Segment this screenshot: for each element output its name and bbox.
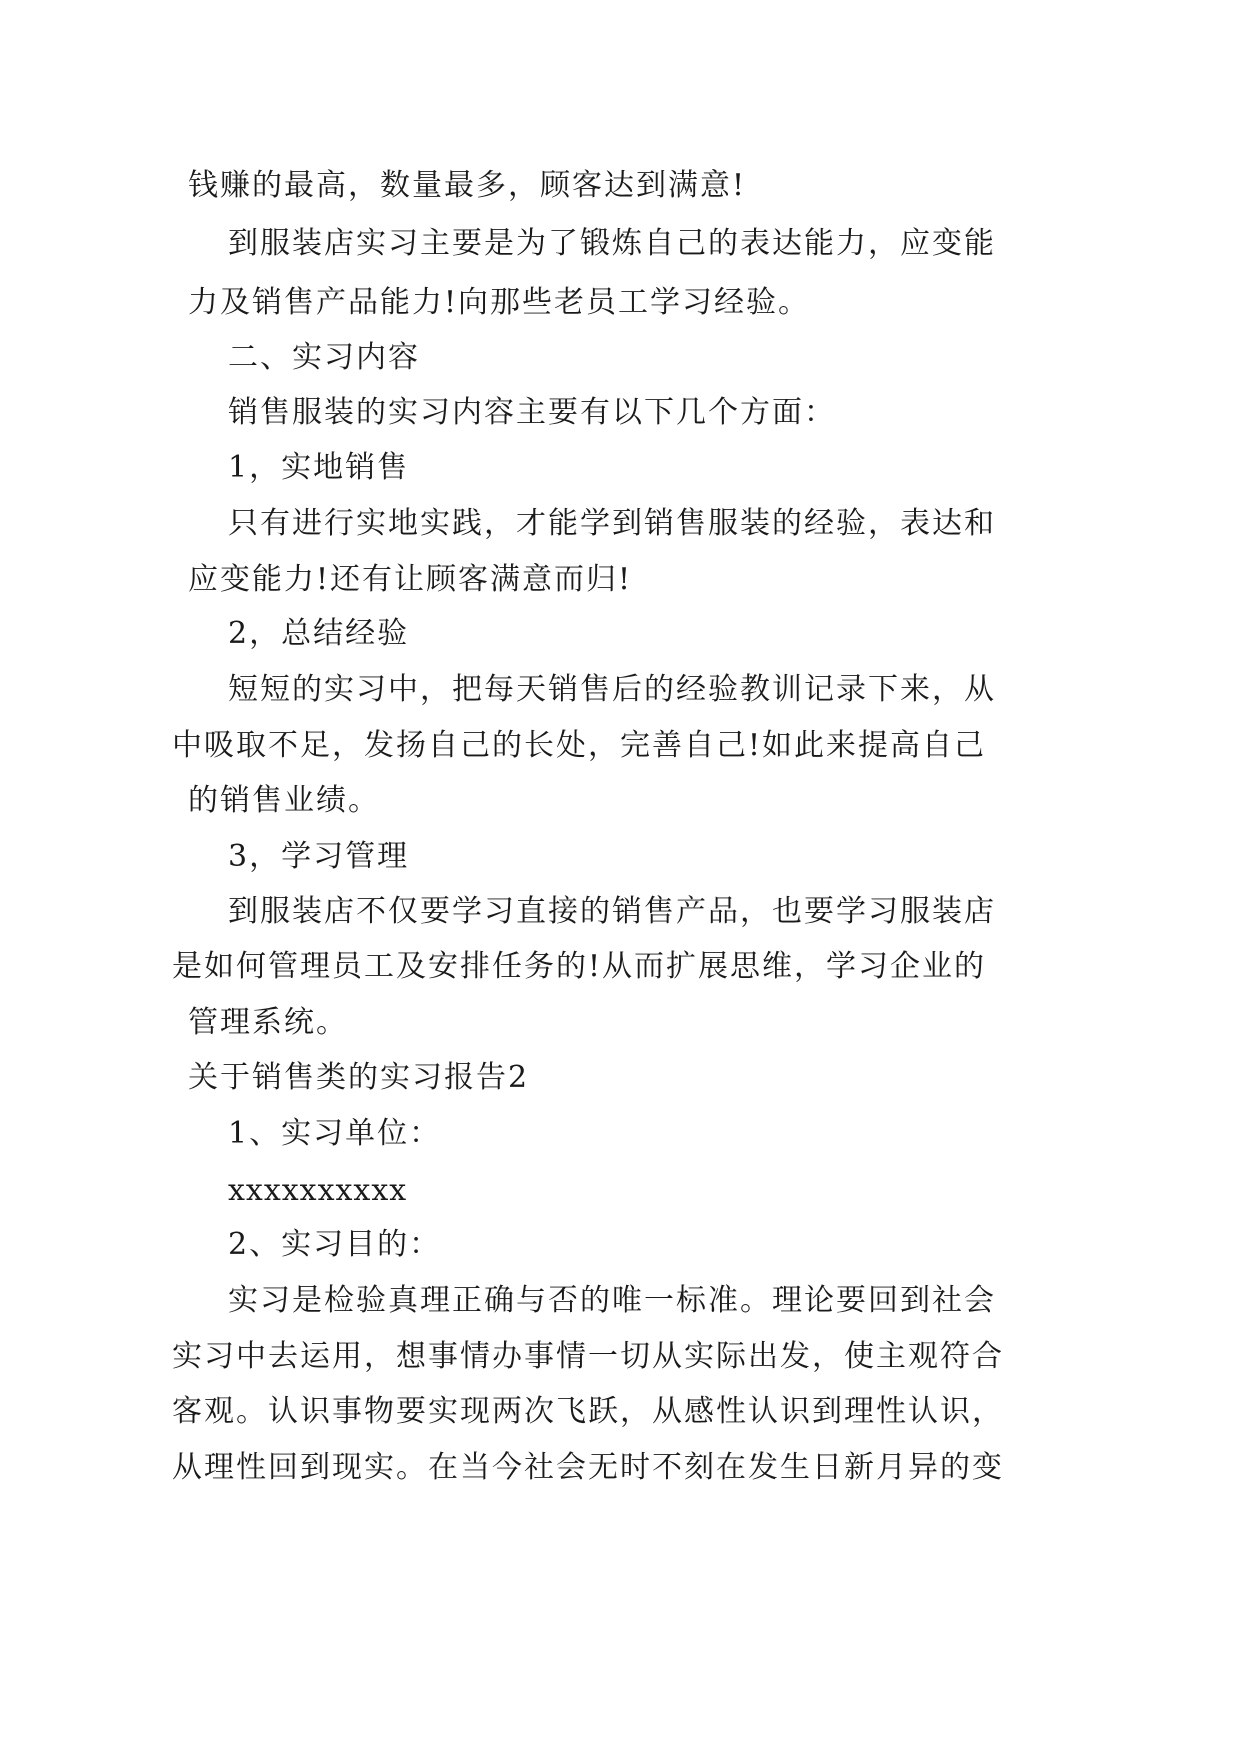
text-line: 是如何管理员工及安排任务的!从而扩展思维，学习企业的 — [172, 949, 987, 984]
text-line: 力及销售产品能力!向那些老员工学习经验。 — [188, 285, 811, 320]
text-line: 到服装店不仅要学习直接的销售产品，也要学习服装店 — [228, 894, 996, 929]
text-line: 客观。认识事物要实现两次飞跃，从感性认识到理性认识， — [172, 1394, 1004, 1429]
text-line: 实习是检验真理正确与否的唯一标准。理论要回到社会 — [228, 1283, 996, 1318]
text-line: 短短的实习中，把每天销售后的经验教训记录下来，从 — [228, 672, 996, 707]
subheading-text: 2、实习目的： — [228, 1227, 442, 1262]
text-line: 中吸取不足，发扬自己的长处，完善自己!如此来提高自己 — [172, 728, 987, 763]
text-line: 钱赚的最高，数量最多，顾客达到满意! — [188, 168, 747, 203]
text-line: 销售服装的实习内容主要有以下几个方面： — [228, 395, 836, 430]
title-text: 关于销售类的实习报告2 — [188, 1060, 530, 1095]
text-line: xxxxxxxxxx — [228, 1173, 408, 1208]
text-line: 只有进行实地实践，才能学到销售服装的经验，表达和 — [228, 506, 996, 541]
subheading-text: 3，学习管理 — [228, 839, 410, 874]
text-line: 从理性回到现实。在当今社会无时不刻在发生日新月异的变 — [172, 1450, 1004, 1485]
text-line: 管理系统。 — [188, 1005, 348, 1040]
subheading-text: 1、实习单位： — [228, 1116, 442, 1151]
heading-text: 二、实习内容 — [228, 340, 420, 375]
text-line: 实习中去运用，想事情办事情一切从实际出发，使主观符合 — [172, 1339, 1004, 1374]
text-line: 到服装店实习主要是为了锻炼自己的表达能力，应变能 — [228, 226, 996, 261]
text-line: 的销售业绩。 — [188, 783, 380, 818]
subheading-text: 2，总结经验 — [228, 616, 410, 651]
text-line: 应变能力!还有让顾客满意而归! — [188, 562, 633, 597]
subheading-text: 1，实地销售 — [228, 450, 410, 485]
